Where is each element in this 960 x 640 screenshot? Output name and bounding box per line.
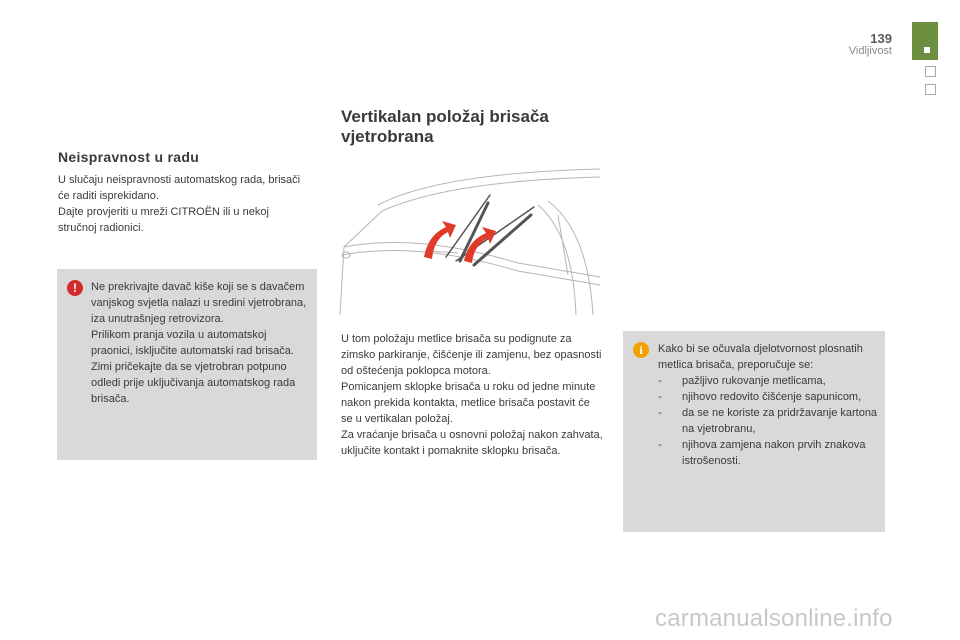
malfunction-text xyxy=(58,172,308,236)
chapter-tab-active xyxy=(912,22,938,60)
info-list xyxy=(658,373,880,469)
section-title-vertical-position: Vertikalan položaj brisača vjetrobrana xyxy=(341,107,549,146)
warning-line: Prilikom pranja vozila u automatskoj praonici, isključite automatski rad brisača. xyxy=(91,329,294,357)
warning-box xyxy=(57,269,317,460)
paragraph: Pomicanjem sklopke brisača u roku od jedne minute nakon prekida kontakta, metlice brisača postavit će se u vertikalan položaj. xyxy=(341,381,596,425)
chapter-tab xyxy=(925,84,936,95)
page-number: 139 xyxy=(870,31,892,46)
list-item: - njihova zamjena nakon prvih znakova istrošenosti. xyxy=(658,437,880,469)
info-intro: Kako bi se očuvala djelotvornost plosnatih metlica brisača, preporučuje se: xyxy=(658,343,863,371)
chapter-tab xyxy=(925,66,936,77)
list-item: - da se ne koriste za pridržavanje kartona na vjetrobranu, xyxy=(658,405,880,437)
list-item: - pažljivo rukovanje metlicama, xyxy=(658,373,880,389)
info-icon: i xyxy=(633,342,649,358)
watermark: carmanualsonline.info xyxy=(655,605,893,632)
section-name: Vidljivost xyxy=(848,45,892,57)
paragraph: U tom položaju metlice brisača su podignute za zimsko parkiranje, čišćenje ili zamjenu, bez opasnosti od oštećenja poklopca motora. xyxy=(341,333,602,377)
vertical-position-text xyxy=(341,331,603,459)
windscreen-wiper-illustration xyxy=(338,165,602,327)
info-box xyxy=(623,331,885,532)
warning-line: Zimi pričekajte da se vjetrobran potpuno odledi prije uključivanja automatskog rada brisača. xyxy=(91,361,296,405)
warning-icon: ! xyxy=(67,280,83,296)
paragraph: Za vraćanje brisača u osnovni položaj nakon zahvata, uključite kontakt i pomaknite sklopku brisača. xyxy=(341,429,603,457)
warning-line: Ne prekrivajte davač kiše koji se s davačem vanjskog svjetla nalazi u sredini vjetrobrana, iza unutrašnjeg retrovizora. xyxy=(91,281,307,325)
paragraph: U slučaju neispravnosti automatskog rada, brisači će raditi isprekidano. xyxy=(58,174,301,202)
tab-marker-icon xyxy=(924,47,930,53)
paragraph: Dajte provjeriti u mreži CITROËN ili u nekoj stručnoj radionici. xyxy=(58,206,269,234)
list-item: - njihovo redovito čišćenje sapunicom, xyxy=(658,389,880,405)
section-title-malfunction: Neispravnost u radu xyxy=(58,149,200,165)
